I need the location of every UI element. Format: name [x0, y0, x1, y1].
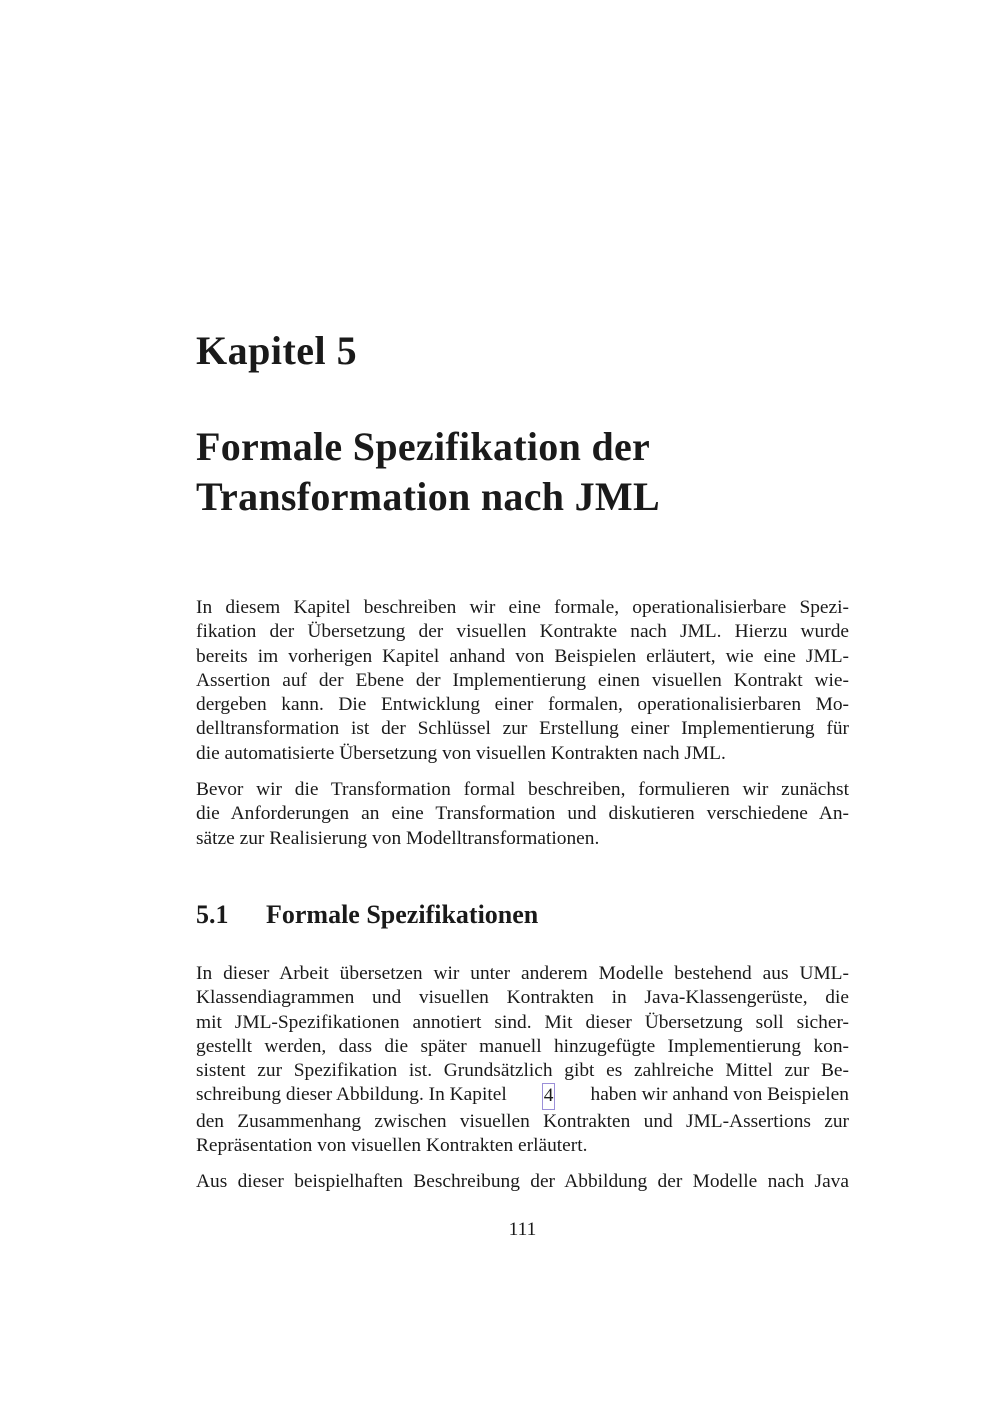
ref-line-suffix: haben wir anhand von Beispielen [590, 1084, 849, 1106]
section-heading [196, 898, 538, 932]
chapter-title-line-2: Transformation nach JML [196, 474, 660, 519]
section-title: Formale Spezifikationen [266, 900, 539, 929]
section-paragraph-2 [196, 1170, 849, 1194]
chapter-title-line-1: Formale Spezifikation der [196, 424, 651, 469]
text-line: gestellt werden, dass die später manuell hinzugefügte Implementierung kon- [196, 1035, 849, 1057]
section-number: 5.1 [196, 900, 229, 929]
chapter-reference-link[interactable]: 4 [542, 1083, 556, 1109]
section-paragraph-1 [196, 962, 849, 1158]
chapter-label: Kapitel 5 [196, 328, 358, 373]
intro-paragraph-1 [196, 596, 849, 766]
ref-line-prefix: schreibung dieser Abbildung. In Kapitel [196, 1084, 507, 1106]
text-line: Assertion auf der Ebene der Implementierung einen visuellen Kontrakt wie- [196, 669, 849, 691]
text-line: die automatisierte Übersetzung von visuellen Kontrakten nach JML. [196, 742, 726, 764]
text-line: fikation der Übersetzung der visuellen Kontrakte nach JML. Hierzu wurde [196, 621, 849, 643]
text-line-with-reference [196, 1083, 849, 1109]
page-number: 111 [508, 1219, 537, 1240]
text-line: sistent zur Spezifikation ist. Grundsätzlich gibt es zahlreiche Mittel zur Be- [196, 1060, 849, 1082]
text-line: Repräsentation von visuellen Kontrakten erläutert. [196, 1135, 588, 1157]
text-line: Aus dieser beispielhaften Beschreibung der Abbildung der Modelle nach Java [196, 1171, 849, 1192]
intro-paragraph-2 [196, 778, 849, 851]
chapter-title [196, 422, 856, 522]
text-line: dergeben kann. Die Entwicklung einer formalen, operationalisierbaren Mo- [196, 694, 849, 716]
text-line: den Zusammenhang zwischen visuellen Kontrakten und JML-Assertions zur [196, 1110, 849, 1132]
text-line: Bevor wir die Transformation formal beschreiben, formulieren wir zunächst [196, 779, 849, 800]
text-line: mit JML-Spezifikationen annotiert sind. Mit dieser Übersetzung soll sicher- [196, 1011, 849, 1033]
text-line: bereits im vorherigen Kapitel anhand von Beispielen erläutert, wie eine JML- [196, 645, 849, 667]
text-line: die Anforderungen an eine Transformation und diskutieren verschiedene An- [196, 803, 849, 825]
text-line: In diesem Kapitel beschreiben wir eine formale, operationalisierbare Spezi- [196, 597, 849, 618]
text-line: Klassendiagrammen und visuellen Kontrakten in Java-Klassengerüste, die [196, 987, 849, 1009]
text-line: delltransformation ist der Schlüssel zur Erstellung einer Implementierung für [196, 718, 849, 740]
text-line: In dieser Arbeit übersetzen wir unter anderem Modelle bestehend aus UML- [196, 963, 849, 984]
text-line: sätze zur Realisierung von Modelltransformationen. [196, 827, 600, 849]
